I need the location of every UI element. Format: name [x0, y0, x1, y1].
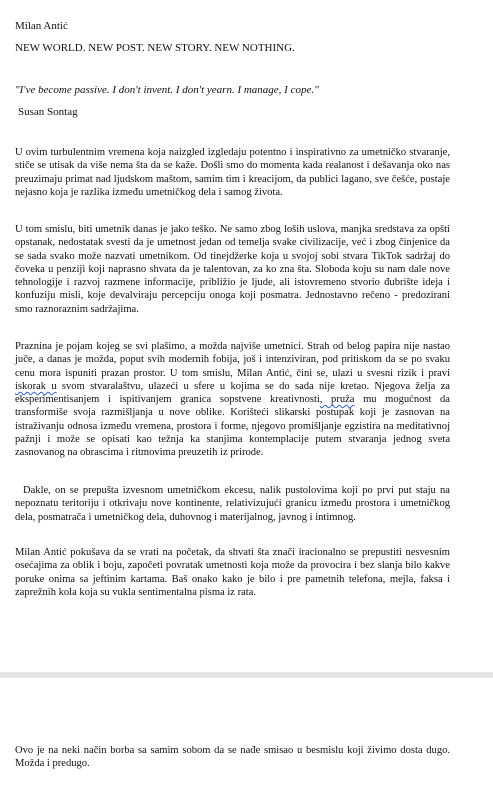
- paragraph-3-text-b: svom stvaralaštvu, ulazeći u sfere u kojima se do sada nije kretao. Njegova želja za eksperimentisanjem i ispitivanjem granica sopstvene kreativnosti: [15, 380, 450, 406]
- paragraph-4: Dakle, on se prepušta izvesnom umetničkom ekcesu, nalik pustolovima koji po prvi put staju na nepoznatu teritoriju i otkrivaju nove kontinente, relativizujući granicu između prostora i umetničkog dela, posmatrača i umetničkog dela, duhovnog i materijalnog, javnog i intimnog.: [15, 485, 450, 523]
- grammar-error-mark[interactable]: , pruža: [319, 394, 355, 406]
- paragraph-5: Milan Antić pokušava da se vrati na početak, da shvati šta znači iracionalno se prepustiti nesvesnim osećajima za oblik i boju, započeti povratak umetnosti koja može da provocira i bez slanja bilo kakve poruke onima sa jeftinim kartama. Baš onako kako je bilo i pre pametnih telefona, mejla, faksa i zaprežnih kola koja su vukla sentimentalna pisma iz rata.: [15, 547, 450, 598]
- spelling-error-mark[interactable]: iskorak u: [15, 380, 57, 392]
- paragraph-3: [15, 340, 450, 460]
- paragraph-3-text-a: Praznina je pojam kojeg se svi plašimo, a možda najviše umetnici. Strah od belog papira nije nastao juče, a danas je možda, poput svih modernih fobija, još i intenziviran, pod pritiskom da se po svaku cenu mora ispuniti prazan prostor. U tom smislu, Milan Antić, čini se, ulazi u svesni rizik i pravi: [15, 341, 450, 379]
- epigraph-author: Susan Sontag: [18, 106, 78, 118]
- paragraph-1: U ovim turbulentnim vremena koja naizgled izgledaju potentno i inspirativno za umetničko stvaranje, stiče se utisak da više nema šta da se kaže. Došli smo do momenta kada realanost i dešavanja oko nas preuzimaju primat nad ljudskom maštom, samim tim i kreacijom, da publici lagano, sve češće, postaje nejasno koja je razlika između umetničkog dela i samog života.: [15, 147, 450, 198]
- paragraph-6: Ovo je na neki način borba sa samim sobom da se nađe smisao u besmislu koji živimo dosta dugo. Možda i predugo.: [15, 745, 450, 770]
- paragraph-3-text-c: mu mogućnost da transformiše svoja razmišljanja u nove oblike. Korišteći slikarski postupak koji je zasnovan na istraživanju odnosa između vremena, prostora i forme, njegovo promišljanje egzistira na meditativnoj pažnji i može se opisati kao težnja ka stanjima kontemplacije putem stvaranja jednog sveta zasnovanog na obrascima i ritmovima preuzetih iz prirode.: [15, 394, 450, 459]
- author-name: Milan Antić: [15, 20, 68, 32]
- paragraph-2: U tom smislu, biti umetnik danas je jako teško. Ne samo zbog loših uslova, manjka sredstava za opšti opstanak, nedostatak svesti da je umetnost jedan od temelja svake civilizacije, već i zbog činjenice da se sada svako može nazvati umetnikom. Od tinejdžerke koja u svojoj sobi stvara TikTok sadržaj do čoveka u penziji koji naprasno shvata da je talentovan, za ko zna šta. Sloboda koju su nam dale nove tehnologije i razvoj razmene informacije, približio je ljude, ali istovremeno stvorio đubrište ideja i konfuziju misli, koje devalviraju percepciju onoga koji posmatra. Jednostavno rečeno - predozirani smo raznoraznim sadržajima.: [15, 224, 450, 315]
- document-page-2: [0, 678, 493, 790]
- document-title: NEW WORLD. NEW POST. NEW STORY. NEW NOTHING.: [15, 42, 295, 54]
- epigraph-quote: "I've become passive. I don't invent. I don't yearn. I manage, I cope.": [15, 84, 319, 96]
